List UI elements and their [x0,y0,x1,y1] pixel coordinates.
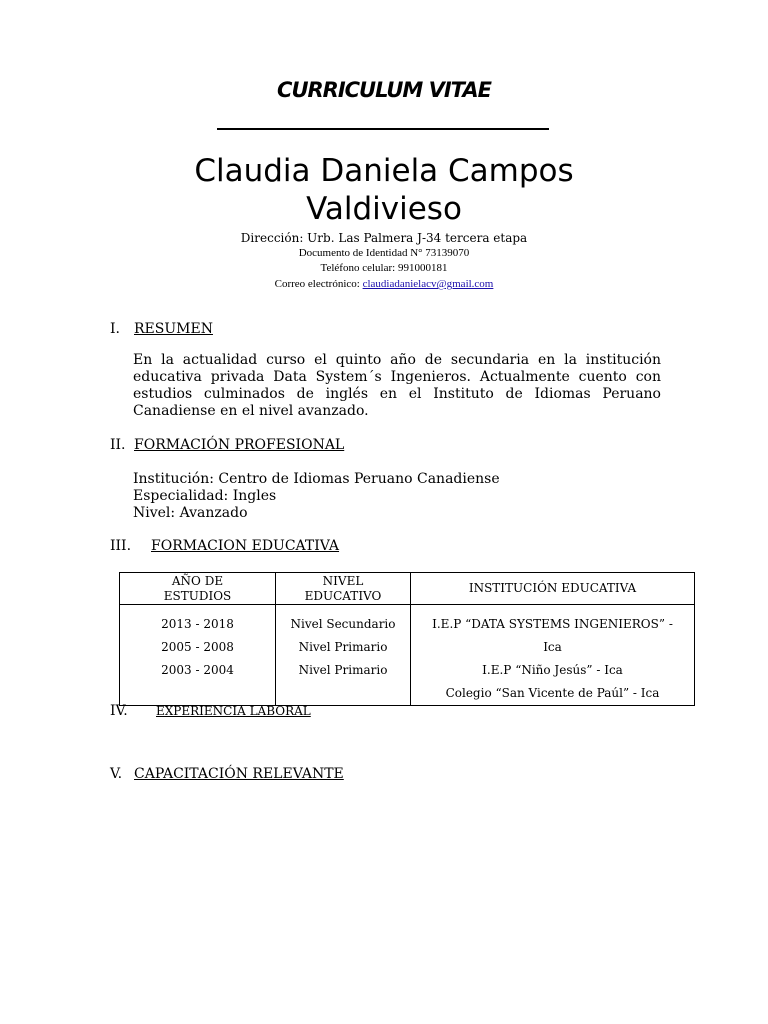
table-row [120,605,695,706]
table-header-row [120,573,695,605]
candidate-name [0,152,768,228]
header-year: AÑO DE ESTUDIOS [120,573,276,605]
years-cell [120,605,276,706]
header-institution: INSTITUCIÓN EDUCATIVA [411,573,695,605]
year-entry: 2003 - 2004 [161,663,234,677]
section-resumen-heading [110,321,213,337]
section-educativa-heading [110,538,339,554]
education-table [119,572,695,706]
phone: Teléfono celular: 991000181 [320,262,448,274]
section-number: I. [110,321,120,337]
section-label: CAPACITACIÓN RELEVANTE [134,766,344,782]
institutions-cell [411,605,695,706]
institution-entry: I.E.P “Niño Jesús” - Ica [482,663,623,677]
section-experiencia-heading [110,703,311,719]
name-line-2: Valdivieso [306,191,462,227]
year-entry: 2013 - 2018 [161,617,234,631]
level-entry: Nivel Primario [298,663,388,677]
section-number: II. [110,437,126,453]
email-line [0,278,768,290]
section-label: FORMACIÓN PROFESIONAL [134,437,345,453]
section-number: V. [110,766,123,782]
year-entry: 2005 - 2008 [161,640,234,654]
formacion-especialidad: Especialidad: Ingles [133,488,277,504]
level-entry: Nivel Primario [298,640,388,654]
institution-entry: I.E.P “DATA SYSTEMS INGENIEROS” - [432,617,673,631]
section-number: III. [110,538,132,554]
name-line-1: Claudia Daniela Campos [194,153,574,189]
section-capacitacion-heading [110,766,344,782]
formacion-institucion: Institución: Centro de Idiomas Peruano Canadiense [133,471,500,487]
address: Dirección: Urb. Las Palmera J-34 tercera etapa [240,231,528,245]
section-label: FORMACION EDUCATIVA [151,538,340,554]
section-number: IV. [110,703,128,719]
institution-entry: Colegio “San Vicente de Paúl” - Ica [445,686,660,700]
id-document: Documento de Identidad N° 73139070 [298,247,470,259]
formacion-nivel: Nivel: Avanzado [133,505,248,521]
institution-entry: Ica [543,640,562,654]
email-link[interactable]: claudiadanielacv@gmail.com [362,278,494,290]
section-formacion-heading [110,437,344,453]
title-underline [217,128,549,130]
header-level: NIVEL EDUCATIVO [276,573,411,605]
email-label: Correo electrónico: [274,278,363,290]
level-entry: Nivel Secundario [290,617,396,631]
section-label: RESUMEN [134,321,213,337]
resumen-text: En la actualidad curso el quinto año de secundaria en la institución educativa privada Data System´s Ingenieros. Actualmente cuento con estudios culminados de inglés en el Instituto de Idiomas Peruano Canadiense en el nivel avanzado. [133,352,661,419]
document-title: CURRICULUM VITAE [277,78,491,102]
levels-cell [276,605,411,706]
section-label: EXPERIENCIA LABORAL [156,704,311,718]
